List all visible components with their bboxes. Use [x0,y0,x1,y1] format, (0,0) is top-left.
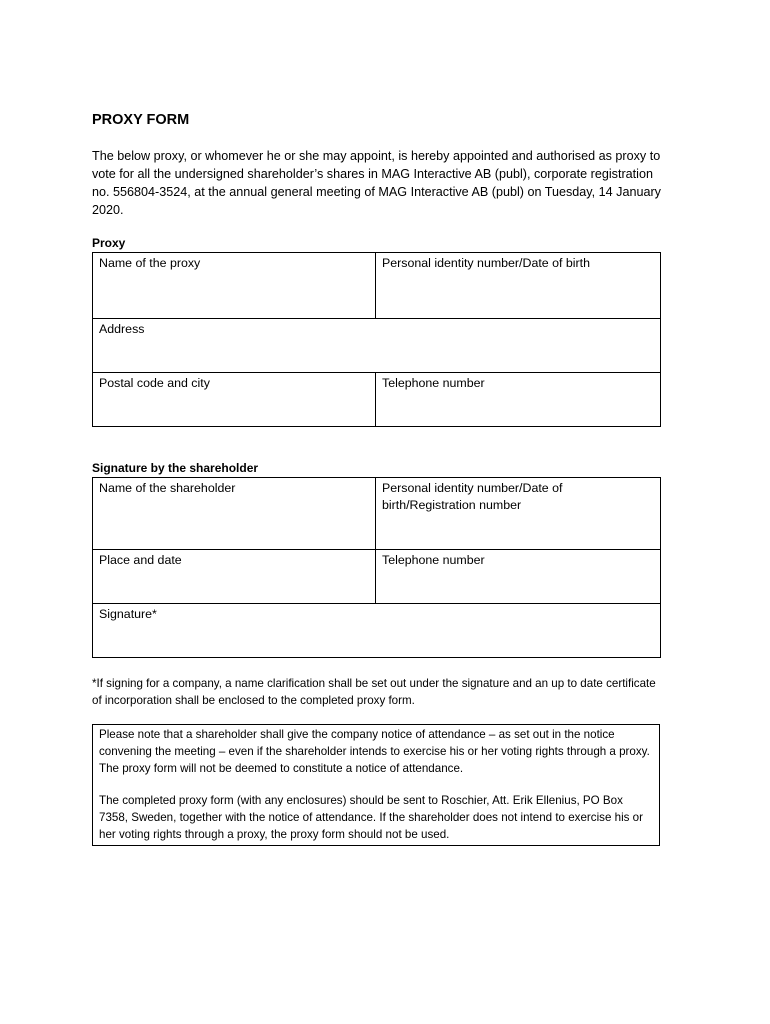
place-date-field[interactable] [93,550,376,604]
shareholder-section-heading: Signature by the shareholder [92,461,259,475]
proxy-table [92,252,661,427]
proxy-id-label: Personal identity number/Date of birth [382,256,590,270]
proxy-address-label: Address [99,322,145,336]
intro-paragraph: The below proxy, or whomever he or she may appoint, is hereby appointed and authorised as proxy to vote for all the undersigned shareholder’s shares in MAG Interactive AB (publ), corporate registration no. 556804-3524, at the annual general meeting of MAG Interactive AB (publ) on Tuesday, 14 January 2020. [92,149,661,217]
shareholder-phone-field[interactable] [376,550,661,604]
proxy-postal-field[interactable] [93,373,376,427]
signature-field[interactable] [93,604,661,658]
page-title: PROXY FORM [92,112,190,128]
attendance-notice-box [92,724,660,846]
shareholder-phone-label: Telephone number [382,553,485,567]
proxy-name-label: Name of the proxy [99,256,201,270]
place-date-label: Place and date [99,553,182,567]
shareholder-id-label: Personal identity number/Date of birth/Registration number [382,481,563,512]
proxy-phone-label: Telephone number [382,376,485,390]
signature-label: Signature* [99,607,157,621]
proxy-id-field[interactable] [376,253,661,319]
proxy-address-field[interactable] [93,319,661,373]
notice-paragraph-1: Please note that a shareholder shall give the company notice of attendance – as set out in the notice convening the meeting – even if the shareholder intends to exercise his or her voting rights through a proxy. The proxy form will not be deemed to constitute a notice of attendance. [99,728,650,775]
proxy-postal-label: Postal code and city [99,376,210,390]
shareholder-name-field[interactable] [93,478,376,550]
proxy-phone-field[interactable] [376,373,661,427]
shareholder-table [92,477,661,658]
shareholder-id-field[interactable] [376,478,661,550]
shareholder-name-label: Name of the shareholder [99,481,236,495]
notice-paragraph-2: The completed proxy form (with any enclosures) should be sent to Roschier, Att. Erik Ellenius, PO Box 7358, Sweden, together with the notice of attendance. If the shareholder does not intend to exercise his or her voting rights through a proxy, the proxy form should not be used. [99,794,643,841]
signature-footnote: *If signing for a company, a name clarification shall be set out under the signature and an up to date certificate of incorporation shall be enclosed to the completed proxy form. [92,677,656,707]
proxy-section-heading: Proxy [92,236,126,250]
proxy-name-field[interactable] [93,253,376,319]
